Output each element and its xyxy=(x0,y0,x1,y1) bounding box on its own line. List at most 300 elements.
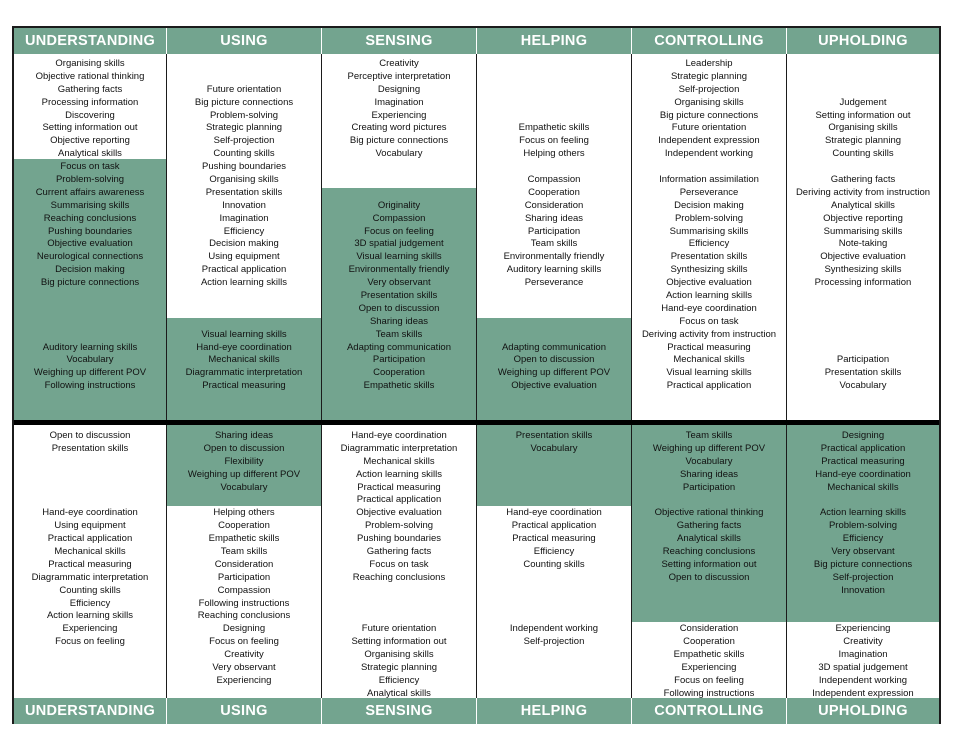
header-bot-upholding: UPHOLDING xyxy=(787,698,939,724)
skill-item: Consideration xyxy=(214,558,274,570)
skill-list-top xyxy=(322,58,476,393)
skill-item: Sharing ideas xyxy=(214,430,274,441)
skill-item: Action learning skills xyxy=(200,277,288,289)
skill-item xyxy=(14,290,166,303)
skill-item xyxy=(787,161,939,174)
skill-item: Using equipment xyxy=(54,520,126,532)
skill-item: Diagrammatic interpretation xyxy=(31,571,149,583)
skill-item: Strategic planning xyxy=(360,662,438,674)
header-top-understanding: UNDERSTANDING xyxy=(14,28,167,54)
skill-item: Innovation xyxy=(222,199,266,211)
skill-item: Action learning skills xyxy=(819,507,907,519)
skill-item: Practical measuring xyxy=(48,558,132,570)
skill-item: Strategic planning xyxy=(670,70,748,82)
skill-item: Open to discussion xyxy=(203,442,285,454)
skill-item: Analytical skills xyxy=(367,687,431,698)
skill-item: Objective evaluation xyxy=(511,380,597,392)
skill-item: Flexibility xyxy=(224,455,264,467)
skill-item: Weighing up different POV xyxy=(497,367,611,379)
skill-item xyxy=(477,494,631,507)
skill-item: Cooperation xyxy=(218,520,270,532)
skill-item xyxy=(477,572,631,585)
section-divider xyxy=(14,420,939,425)
skill-item: Summarising skills xyxy=(823,225,903,237)
skill-item xyxy=(632,610,786,623)
skill-item: Big picture connections xyxy=(40,277,140,289)
skill-item: Vocabulary xyxy=(375,148,423,160)
skill-item xyxy=(322,174,476,187)
skill-item: Compassion xyxy=(527,174,581,186)
skill-item: Deriving activity from instruction xyxy=(795,186,931,198)
skill-item: Objective reporting xyxy=(50,135,130,147)
skill-item: Creativity xyxy=(843,636,883,648)
skill-item: Hand-eye coordination xyxy=(196,341,292,353)
skill-item xyxy=(14,456,166,469)
skill-item: Originality xyxy=(377,199,421,211)
skill-item: Visual learning skills xyxy=(201,328,287,340)
skill-item: Environmentally friendly xyxy=(348,264,450,276)
skill-item xyxy=(14,316,166,329)
skill-item: Gathering facts xyxy=(830,174,896,186)
skill-item xyxy=(14,494,166,507)
skill-item: Future orientation xyxy=(671,122,747,134)
skill-item: Analytical skills xyxy=(677,533,741,545)
skill-item: Participation xyxy=(217,571,271,583)
skill-item xyxy=(632,598,786,611)
skill-item: Organising skills xyxy=(364,649,434,661)
skill-item: Perceptive interpretation xyxy=(347,70,451,82)
skill-item: Team skills xyxy=(220,546,268,558)
skill-item: Diagrammatic interpretation xyxy=(185,367,303,379)
skill-list-bottom xyxy=(322,430,476,698)
skill-item: Adapting communication xyxy=(501,341,607,353)
skill-item: Strategic planning xyxy=(205,122,283,134)
skill-item: Organising skills xyxy=(55,58,125,69)
skill-item: Hand-eye coordination xyxy=(351,430,447,441)
skill-item: Presentation skills xyxy=(360,290,438,302)
skill-list-top xyxy=(477,58,631,393)
skill-item: Weighing up different POV xyxy=(33,367,147,379)
skill-item: Setting information out xyxy=(351,636,447,648)
skill-item: Practical measuring xyxy=(357,481,441,493)
header-top-sensing: SENSING xyxy=(322,28,477,54)
skill-item: Organising skills xyxy=(828,122,898,134)
skill-item: Very observant xyxy=(212,662,276,674)
skill-item: Adapting communication xyxy=(346,341,452,353)
header-bot-controlling: CONTROLLING xyxy=(632,698,787,724)
skill-item: Weighing up different POV xyxy=(187,468,301,480)
skill-item xyxy=(477,97,631,110)
header-bot-helping: HELPING xyxy=(477,698,632,724)
column-using xyxy=(167,54,322,698)
skill-list-top xyxy=(14,58,166,393)
skill-item xyxy=(477,329,631,342)
skill-item: Future orientation xyxy=(206,83,282,95)
skill-item: Presentation skills xyxy=(205,186,283,198)
skill-item: Objective evaluation xyxy=(356,507,442,519)
skill-item: Cooperation xyxy=(528,186,580,198)
skill-item: Counting skills xyxy=(59,584,121,596)
skill-item: Deriving activity from instruction xyxy=(641,328,777,340)
skill-item: Decision making xyxy=(674,199,744,211)
skill-item xyxy=(14,329,166,342)
skill-item: Perseverance xyxy=(679,186,739,198)
skill-item: Objective evaluation xyxy=(47,238,133,250)
skill-item: Mechanical skills xyxy=(673,354,745,366)
skill-item: Mechanical skills xyxy=(363,455,435,467)
header-top-controlling: CONTROLLING xyxy=(632,28,787,54)
column-helping xyxy=(477,54,632,698)
skill-item: Practical application xyxy=(356,494,442,506)
skill-item xyxy=(787,290,939,303)
skill-item: Problem-solving xyxy=(364,520,434,532)
skill-item: Following instructions xyxy=(198,597,290,609)
skill-item xyxy=(477,84,631,97)
skill-item: Reaching conclusions xyxy=(197,610,291,622)
skill-item: Presentation skills xyxy=(670,251,748,263)
skill-item: Setting information out xyxy=(661,558,757,570)
skill-item xyxy=(477,316,631,329)
skill-item xyxy=(787,71,939,84)
skill-item: Environmentally friendly xyxy=(503,251,605,263)
skill-item: 3D spatial judgement xyxy=(354,238,444,250)
skill-item: Presentation skills xyxy=(824,367,902,379)
skill-item: Action learning skills xyxy=(355,468,443,480)
column-sensing xyxy=(322,54,477,698)
skill-item: Auditory learning skills xyxy=(506,264,602,276)
skill-item: Counting skills xyxy=(832,148,894,160)
skill-list-bottom xyxy=(14,430,166,649)
skill-item: Efficiency xyxy=(688,238,730,250)
skill-item: Mechanical skills xyxy=(54,546,126,558)
skill-item: Problem-solving xyxy=(209,109,279,121)
skill-item: Using equipment xyxy=(208,251,280,263)
skill-item: Participation xyxy=(836,354,890,366)
skill-item xyxy=(167,316,321,329)
skill-item: Vocabulary xyxy=(220,481,268,493)
skill-item: Hand-eye coordination xyxy=(506,507,602,519)
skill-item: Presentation skills xyxy=(515,430,593,441)
skill-item: Setting information out xyxy=(815,109,911,121)
skill-list-bottom xyxy=(477,430,631,649)
skill-item: Participation xyxy=(682,481,736,493)
skill-item xyxy=(787,58,939,71)
skill-item xyxy=(477,58,631,71)
skill-item: Practical application xyxy=(511,520,597,532)
skill-item: Creativity xyxy=(379,58,419,69)
skill-item: Objective rational thinking xyxy=(35,70,145,82)
skill-item xyxy=(787,342,939,355)
skill-item: Summarising skills xyxy=(50,199,130,211)
skill-item: Independent working xyxy=(664,148,754,160)
skill-item: Analytical skills xyxy=(831,199,895,211)
skill-item: Very observant xyxy=(367,277,431,289)
skill-item: Focus on task xyxy=(679,315,739,327)
skill-item: Independent working xyxy=(509,623,599,635)
skill-item: Sharing ideas xyxy=(369,315,429,327)
skill-item: Focus on feeling xyxy=(364,225,434,237)
skill-item xyxy=(787,598,939,611)
skill-item: Focus on feeling xyxy=(55,636,125,648)
header-bot-sensing: SENSING xyxy=(322,698,477,724)
skill-item: Practical application xyxy=(47,533,133,545)
skill-item: Focus on feeling xyxy=(519,135,589,147)
skill-item: Independent expression xyxy=(812,687,914,698)
skill-item xyxy=(787,494,939,507)
skill-list-top xyxy=(787,58,939,393)
column-upholding xyxy=(787,54,939,698)
skill-item: Focus on feeling xyxy=(209,636,279,648)
skill-item: Auditory learning skills xyxy=(42,341,138,353)
skill-item: Strategic planning xyxy=(824,135,902,147)
skill-item xyxy=(787,84,939,97)
skill-item: Helping others xyxy=(523,148,585,160)
skill-item: Diagrammatic interpretation xyxy=(340,442,458,454)
skill-item xyxy=(167,303,321,316)
skill-item xyxy=(477,456,631,469)
skill-item: Synthesizing skills xyxy=(824,264,902,276)
skill-item xyxy=(632,585,786,598)
skill-item: Experiencing xyxy=(371,109,427,121)
skill-item: Reaching conclusions xyxy=(43,212,137,224)
skill-item: Independent expression xyxy=(658,135,760,147)
skill-item xyxy=(787,329,939,342)
skill-item: Team skills xyxy=(375,328,423,340)
header-top-upholding: UPHOLDING xyxy=(787,28,939,54)
skill-item xyxy=(14,482,166,495)
skill-item xyxy=(787,316,939,329)
skill-item: Practical application xyxy=(820,442,906,454)
skill-item xyxy=(477,598,631,611)
skill-item: Action learning skills xyxy=(665,290,753,302)
skill-item: Experiencing xyxy=(835,623,891,635)
skills-grid xyxy=(12,26,941,724)
skill-item: Efficiency xyxy=(69,597,111,609)
skill-item xyxy=(167,290,321,303)
skill-item: Sharing ideas xyxy=(524,212,584,224)
skill-item: Experiencing xyxy=(62,623,118,635)
skill-item: Hand-eye coordination xyxy=(661,302,757,314)
skill-item: Team skills xyxy=(685,430,733,441)
skill-item xyxy=(477,303,631,316)
skill-item xyxy=(632,494,786,507)
skill-item: Big picture connections xyxy=(813,558,913,570)
skill-item xyxy=(14,469,166,482)
skill-item xyxy=(477,610,631,623)
skill-item: Decision making xyxy=(209,238,279,250)
skill-item: Cooperation xyxy=(373,367,425,379)
skill-item xyxy=(322,585,476,598)
skill-item: Empathetic skills xyxy=(208,533,280,545)
skill-item: Efficiency xyxy=(842,533,884,545)
skill-item: Action learning skills xyxy=(46,610,134,622)
skill-item: Practical measuring xyxy=(821,455,905,467)
skill-item: Self-projection xyxy=(832,571,894,583)
skill-item xyxy=(167,71,321,84)
skill-item: Imagination xyxy=(374,96,424,108)
header-top-helping: HELPING xyxy=(477,28,632,54)
skill-item: Practical measuring xyxy=(202,380,286,392)
skill-item: Following instructions xyxy=(44,380,136,392)
skill-item: Neurological connections xyxy=(36,251,144,263)
skill-list-top xyxy=(632,58,786,393)
skill-item: Leadership xyxy=(685,58,733,69)
skill-item: Very observant xyxy=(831,546,895,558)
skill-item: Team skills xyxy=(530,238,578,250)
skill-item xyxy=(477,110,631,123)
skill-item: Experiencing xyxy=(216,674,272,686)
skill-item: Reaching conclusions xyxy=(352,571,446,583)
skill-list-bottom xyxy=(167,430,321,688)
skill-item: Objective reporting xyxy=(823,212,903,224)
header-bot-understanding: UNDERSTANDING xyxy=(14,698,167,724)
skill-item: Presentation skills xyxy=(51,442,129,454)
column-controlling xyxy=(632,54,787,698)
skill-item: Mechanical skills xyxy=(208,354,280,366)
skill-item xyxy=(322,161,476,174)
skill-item: Designing xyxy=(377,83,421,95)
skill-item: Visual learning skills xyxy=(666,367,752,379)
skill-item: Vocabulary xyxy=(685,455,733,467)
skill-item: Mechanical skills xyxy=(827,481,899,493)
header-bot-using: USING xyxy=(167,698,322,724)
skill-item: Summarising skills xyxy=(669,225,749,237)
skill-item: Independent working xyxy=(818,674,908,686)
skill-item: Synthesizing skills xyxy=(670,264,748,276)
skill-item: Processing information xyxy=(41,96,139,108)
skill-item: Note-taking xyxy=(838,238,888,250)
skill-list-bottom xyxy=(787,430,939,698)
skill-item: Pushing boundaries xyxy=(357,533,441,545)
skill-item xyxy=(322,187,476,200)
skill-item: Open to discussion xyxy=(358,302,440,314)
skill-item xyxy=(477,585,631,598)
skill-item: Vocabulary xyxy=(839,380,887,392)
skill-item: Sharing ideas xyxy=(679,468,739,480)
skill-item: Problem-solving xyxy=(828,520,898,532)
skill-item: Empathetic skills xyxy=(363,380,435,392)
skill-item: Visual learning skills xyxy=(356,251,442,263)
skill-item: Discovering xyxy=(65,109,115,121)
skill-item: Problem-solving xyxy=(674,212,744,224)
skill-item xyxy=(322,598,476,611)
skill-item: Big picture connections xyxy=(194,96,294,108)
skill-item xyxy=(787,610,939,623)
skill-item: Following instructions xyxy=(663,687,755,698)
skill-item: Decision making xyxy=(55,264,125,276)
skill-item: Hand-eye coordination xyxy=(42,507,138,519)
skill-item xyxy=(14,303,166,316)
skill-item: Current affairs awareness xyxy=(35,186,145,198)
skill-item: Big picture connections xyxy=(659,109,759,121)
skill-item xyxy=(477,482,631,495)
skill-item: Focus on task xyxy=(369,558,429,570)
skill-item: Empathetic skills xyxy=(518,122,590,134)
skill-item: Self-projection xyxy=(523,636,585,648)
header-top-using: USING xyxy=(167,28,322,54)
skill-item xyxy=(787,303,939,316)
skill-item: Counting skills xyxy=(213,148,275,160)
skill-item xyxy=(477,469,631,482)
skill-item: Analytical skills xyxy=(58,148,122,160)
skill-item: Helping others xyxy=(213,507,275,519)
skill-item xyxy=(322,610,476,623)
skill-item: Weighing up different POV xyxy=(652,442,766,454)
skill-item: Perseverance xyxy=(524,277,584,289)
skill-item: Objective evaluation xyxy=(666,277,752,289)
skill-item xyxy=(632,161,786,174)
skill-item: Consideration xyxy=(524,199,584,211)
skill-item: Efficiency xyxy=(378,674,420,686)
skill-item: Self-projection xyxy=(678,83,740,95)
skill-item: Gathering facts xyxy=(366,546,432,558)
skill-item xyxy=(167,58,321,71)
skill-item: Gathering facts xyxy=(676,520,742,532)
skill-item: Future orientation xyxy=(361,623,437,635)
skill-item: Participation xyxy=(527,225,581,237)
skill-item: Information assimilation xyxy=(659,174,759,186)
skill-item: Processing information xyxy=(814,277,912,289)
skill-item: Reaching conclusions xyxy=(662,546,756,558)
skill-item: Consideration xyxy=(679,623,739,635)
skill-item: Efficiency xyxy=(223,225,265,237)
skill-item: Experiencing xyxy=(681,662,737,674)
skill-item: Setting information out xyxy=(42,122,138,134)
column-understanding xyxy=(14,54,167,698)
skill-item: Problem-solving xyxy=(55,174,125,186)
skill-item: Creating word pictures xyxy=(351,122,447,134)
skill-item: Big picture connections xyxy=(349,135,449,147)
skill-item: Compassion xyxy=(372,212,426,224)
skill-item: Practical measuring xyxy=(667,341,751,353)
skill-item: Imagination xyxy=(219,212,269,224)
skill-list-bottom xyxy=(632,430,786,698)
skill-item: Compassion xyxy=(217,584,271,596)
skill-item: Vocabulary xyxy=(66,354,114,366)
skill-item: Practical application xyxy=(201,264,287,276)
skill-item: Counting skills xyxy=(523,558,585,570)
skill-item xyxy=(167,494,321,507)
skill-item: Focus on feeling xyxy=(674,674,744,686)
skill-item: Designing xyxy=(222,623,266,635)
skill-item: Judgement xyxy=(839,96,887,108)
skill-item: Designing xyxy=(841,430,885,441)
skill-item: Gathering facts xyxy=(57,83,123,95)
skill-item: Cooperation xyxy=(683,636,735,648)
skill-item: Pushing boundaries xyxy=(202,161,286,173)
skill-item: Empathetic skills xyxy=(673,649,745,661)
skill-item: Organising skills xyxy=(209,174,279,186)
skill-item: Practical measuring xyxy=(512,533,596,545)
skill-item: Objective evaluation xyxy=(820,251,906,263)
skill-list-top xyxy=(167,58,321,393)
skill-item: Vocabulary xyxy=(530,442,578,454)
skill-item: Innovation xyxy=(841,584,885,596)
skill-item: Self-projection xyxy=(213,135,275,147)
skill-item: Objective rational thinking xyxy=(654,507,764,519)
skill-item: Open to discussion xyxy=(668,571,750,583)
skill-item: Pushing boundaries xyxy=(48,225,132,237)
skill-item: 3D spatial judgement xyxy=(818,662,908,674)
skill-item: Creativity xyxy=(224,649,264,661)
skill-item: Practical application xyxy=(666,380,752,392)
skill-item: Focus on task xyxy=(60,161,120,173)
skill-item: Organising skills xyxy=(674,96,744,108)
skill-item: Efficiency xyxy=(533,546,575,558)
skill-item xyxy=(477,290,631,303)
skill-item: Hand-eye coordination xyxy=(815,468,911,480)
skill-item xyxy=(477,161,631,174)
